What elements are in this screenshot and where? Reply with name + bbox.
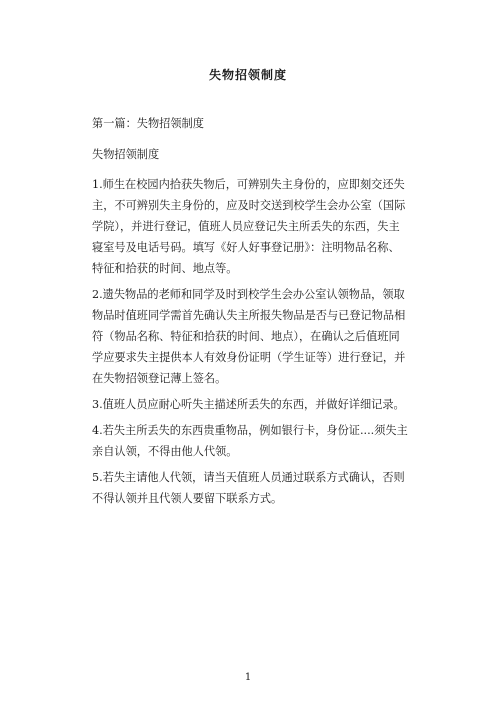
- paragraph-3: 3.值班人员应耐心听失主描述所丢失的东西，并做好详细记录。: [92, 398, 405, 411]
- paragraph-4: 4.若失主所丢失的东西贵重物品，例如银行卡，身份证....须失主亲自认领，不得由他人代领。: [92, 424, 408, 458]
- document-title: 失物招领制度: [208, 68, 287, 82]
- paragraph-1: 1.师生在校园内拾获失物后，可辨别失主身份的，应即刻交还失主，不可辨别失主身份的，应及时交送到校学生会办公室（国际学院），并进行登记，值班人员应登记失主所丢失的东西，失主寝室号及电话号码。填写《好人好事登记册》：注明物品名称、特征和拾获的时间、地点等。: [92, 178, 406, 275]
- document-body: [92, 113, 410, 514]
- paragraph-2: 2.遗失物品的老师和同学及时到校学生会办公室认领物品，领取物品时值班同学需首先确认失主所报失物品是否与已登记物品相符（物品名称、特征和拾获的时间、地点），在确认之后值班同学应要求失主提供本人有效身份证明（学生证等）进行登记，并在失物招领登记薄上签名。: [92, 288, 406, 385]
- section-heading: 第一篇：失物招领制度: [92, 117, 204, 130]
- page-number: 1: [244, 672, 252, 683]
- subheading: 失物招领制度: [92, 148, 160, 161]
- paragraph-5: 5.若失主请他人代领，请当天值班人员通过联系方式确认，否则不得认领并且代领人要留下联系方式。: [92, 471, 405, 505]
